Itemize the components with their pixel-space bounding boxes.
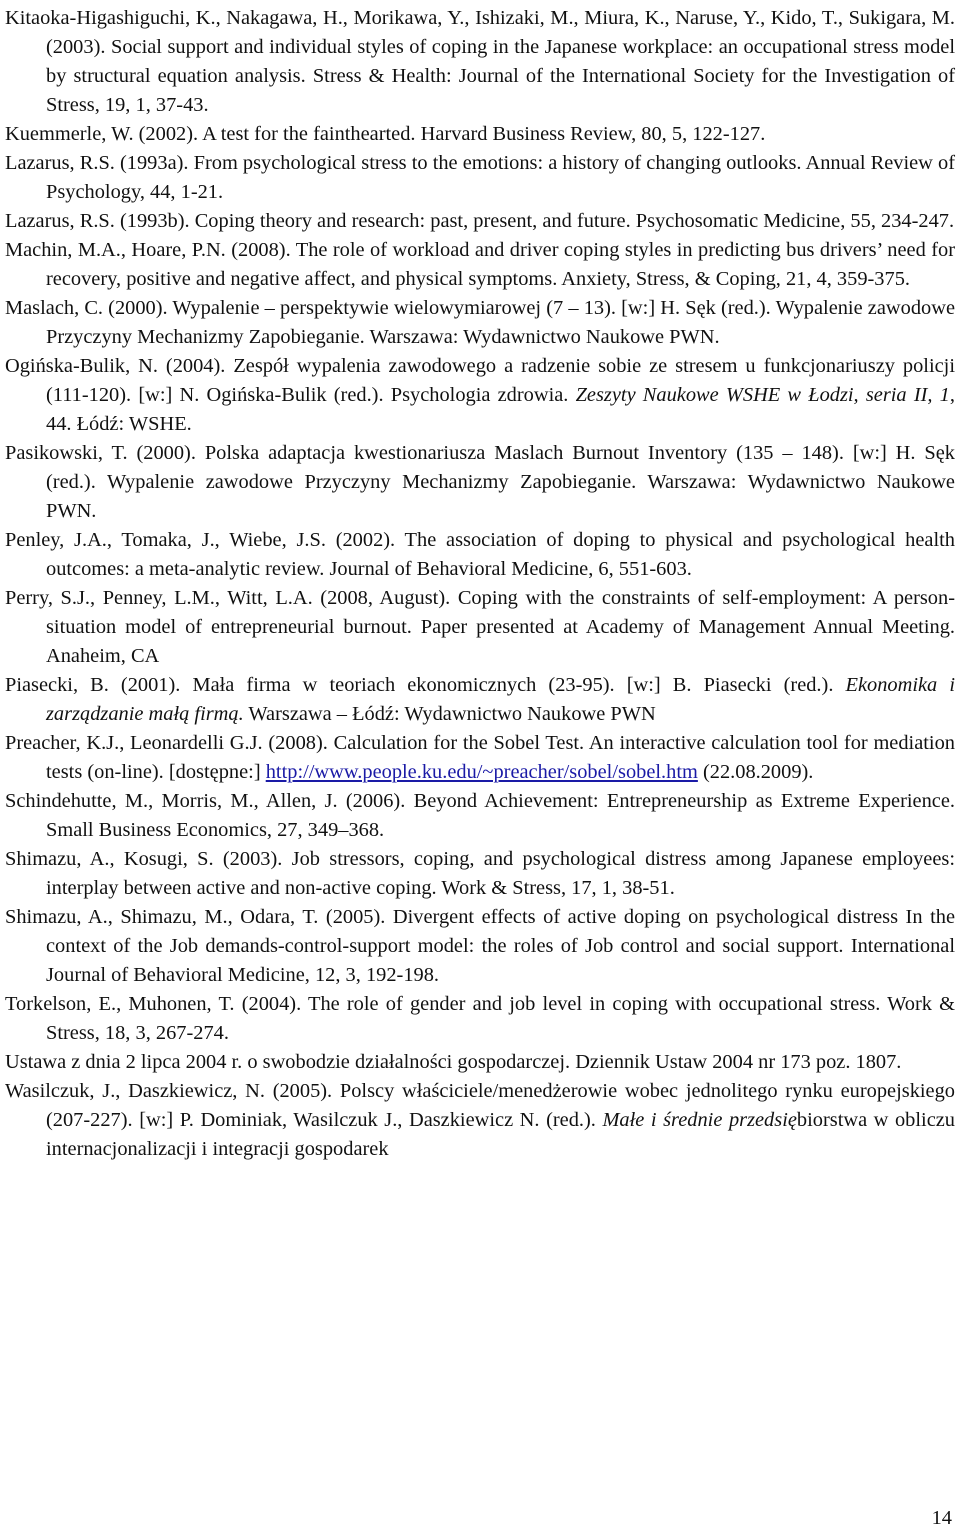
reference-text: Kitaoka-Higashiguchi, K., Nakagawa, H., Morikawa, Y., Ishizaki, M., Miura, K., Naruse, Y., Kido, T., Sukigara, M. (2003). Social support and individual styles of coping in the Japanese workplace: an occupational stress model by structural equation analysis. Stress & Health: Journal of the International Society for the Investigation of Stress, 19, 1, 37-43.	[5, 7, 955, 116]
reference-text: biorstwa w obliczu internacjonalizacji i integracji gospodarek	[46, 1109, 955, 1160]
reference-entry	[5, 207, 955, 236]
reference-text: Shimazu, A., Kosugi, S. (2003). Job stressors, coping, and psychological distress among Japanese employees: interplay between active and non-active coping. Work & Stress, 17, 1, 38-51.	[5, 848, 955, 899]
reference-text: Lazarus, R.S. (1993a). From psychological stress to the emotions: a history of changing outlooks. Annual Review of Psychology, 44, 1-21.	[5, 152, 955, 203]
reference-text: Lazarus, R.S. (1993b). Coping theory and research: past, present, and future. Psychosomatic Medicine, 55, 234-247.	[5, 210, 955, 232]
reference-entry	[5, 236, 955, 294]
reference-text: Piasecki, B. (2001). Mała firma w teoriach ekonomicznych (23-95). [w:] B. Piasecki (red.).	[5, 674, 846, 696]
reference-entry	[5, 990, 955, 1048]
reference-text: (22.08.2009).	[697, 761, 814, 783]
reference-text: Perry, S.J., Penney, L.M., Witt, L.A. (2008, August). Coping with the constraints of self-employment: A person-situation model of entrepreneurial burnout. Paper presented at Academy of Management Annual Meeting. Anaheim, CA	[5, 587, 955, 667]
reference-italic-title: Ekonomika i zarządzanie małą firmą.	[46, 674, 955, 725]
reference-text: Torkelson, E., Muhonen, T. (2004). The role of gender and job level in coping with occupational stress. Work & Stress, 18, 3, 267-274.	[5, 993, 955, 1044]
reference-text: Machin, M.A., Hoare, P.N. (2008). The role of workload and driver coping styles in predicting bus drivers’ need for recovery, positive and negative affect, and physical symptoms. Anxiety, Stress, & Coping, 21, 4, 359-375.	[5, 239, 955, 290]
reference-text: Pasikowski, T. (2000). Polska adaptacja kwestionariusza Maslach Burnout Inventory (135 – 148). [w:] H. Sęk (red.). Wypalenie zawodowe Przyczyny Mechanizmy Zapobieganie. Warszawa: Wydawnictwo Naukowe PWN.	[5, 442, 955, 522]
reference-entry	[5, 845, 955, 903]
reference-entry	[5, 4, 955, 120]
reference-text: Maslach, C. (2000). Wypalenie – perspektywie wielowymiarowej (7 – 13). [w:] H. Sęk (red.). Wypalenie zawodowe Przyczyny Mechanizmy Zapobieganie. Warszawa: Wydawnictwo Naukowe PWN.	[5, 297, 955, 348]
reference-text: Warszawa – Łódź: Wydawnictwo Naukowe PWN	[243, 703, 656, 725]
reference-entry	[5, 294, 955, 352]
reference-entry	[5, 671, 955, 729]
reference-entry	[5, 787, 955, 845]
reference-entry	[5, 1077, 955, 1164]
reference-text: Shimazu, A., Shimazu, M., Odara, T. (2005). Divergent effects of active doping on psychological distress In the context of the Job demands-control-support model: the roles of Job control and social support. International Journal of Behavioral Medicine, 12, 3, 192-198.	[5, 906, 955, 986]
reference-text: Kuemmerle, W. (2002). A test for the fainthearted. Harvard Business Review, 80, 5, 122-127.	[5, 123, 766, 145]
reference-link[interactable]: http://www.people.ku.edu/~preacher/sobel/sobel.htm	[265, 761, 698, 783]
reference-entry	[5, 352, 955, 439]
reference-text: Ogińska-Bulik, N. (2004). Zespół wypalenia zawodowego a radzenie sobie ze stresem u funkcjonariuszy policji (111-120). [w:] N. Ogińska-Bulik (red.). Psychologia zdrowia.	[5, 355, 955, 406]
reference-entry	[5, 584, 955, 671]
reference-entry	[5, 903, 955, 990]
reference-text: , 44. Łódź: WSHE.	[46, 384, 955, 435]
reference-text: Schindehutte, M., Morris, M., Allen, J. (2006). Beyond Achievement: Entrepreneurship as Extreme Experience. Small Business Economics, 27, 349–368.	[5, 790, 955, 841]
reference-entry	[5, 526, 955, 584]
reference-text: Wasilczuk, J., Daszkiewicz, N. (2005). Polscy właściciele/menedżerowie wobec jednolitego rynku europejskiego (207-227). [w:] P. Dominiak, Wasilczuk J., Daszkiewicz N. (red.).	[5, 1080, 955, 1131]
reference-italic-title: Zeszyty Naukowe WSHE w Łodzi, seria II, 1	[575, 384, 950, 406]
reference-italic-title: Małe i średnie przedsię	[602, 1109, 797, 1131]
reference-list	[5, 4, 955, 1164]
reference-entry	[5, 439, 955, 526]
reference-text: Preacher, K.J., Leonardelli G.J. (2008). Calculation for the Sobel Test. An interactive calculation tool for mediation tests (on-line). [dostępne:]	[5, 732, 955, 783]
reference-text: Penley, J.A., Tomaka, J., Wiebe, J.S. (2002). The association of doping to physical and psychological health outcomes: a meta-analytic review. Journal of Behavioral Medicine, 6, 551-603.	[5, 529, 955, 580]
reference-entry	[5, 729, 955, 787]
page-number: 14	[931, 1507, 952, 1529]
reference-entry	[5, 120, 955, 149]
reference-text: Ustawa z dnia 2 lipca 2004 r. o swobodzie działalności gospodarczej. Dziennik Ustaw 2004 nr 173 poz. 1807.	[5, 1051, 902, 1073]
reference-entry	[5, 149, 955, 207]
reference-entry	[5, 1048, 955, 1077]
